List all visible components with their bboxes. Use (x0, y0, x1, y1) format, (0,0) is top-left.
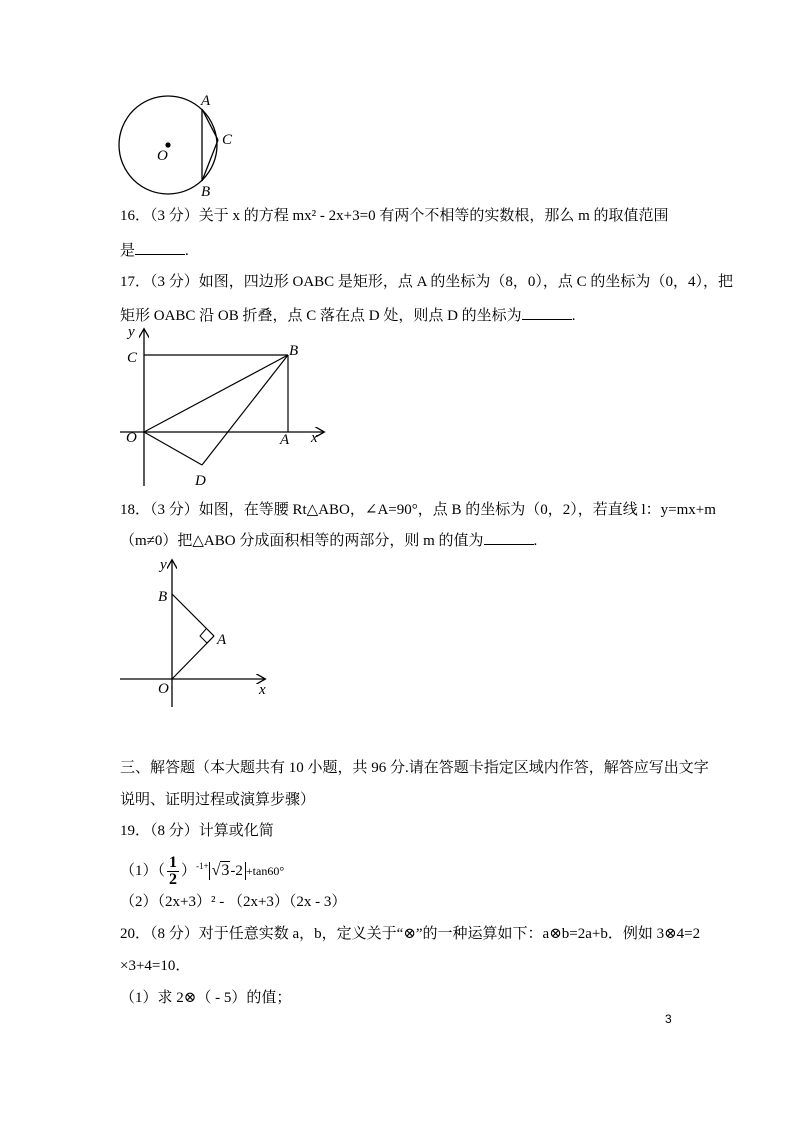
label-b: B (289, 343, 299, 359)
label-y: y (160, 557, 167, 573)
label-y: y (128, 324, 135, 340)
q19-p1-tail: +tan60° (245, 864, 285, 878)
q17-suffix: . (571, 308, 576, 324)
q19-part2: （2）（2x+3）² - （2x+3）（2x - 3） (120, 894, 347, 910)
diagonal-ob (144, 355, 288, 432)
section3-line1: 三、解答题（本大题共有 10 小题，共 96 分.请在答题卡指定区域内作答，解答应写出文字 (120, 760, 709, 776)
label-b: B (201, 184, 211, 198)
section3-line2: 说明、证明过程或演算步骤） (120, 792, 316, 808)
q16-line1: 16．（3 分）关于 x 的方程 mx² - 2x+3=0 有两个不相等的实数根，那么 m 的取值范围 (120, 208, 669, 224)
label-a: A (280, 432, 290, 448)
q19-part1 (120, 848, 680, 889)
q19-p1-close: ） (181, 863, 197, 879)
plus-sign: + (203, 861, 209, 871)
segment-ac (202, 109, 218, 140)
q19-title: 19．（8 分）计算或化简 (120, 823, 274, 839)
radicand: 3 (221, 862, 230, 879)
circle-figure (115, 92, 245, 198)
q20-line2: ×3+4=10． (120, 958, 191, 974)
minus-two: -2 (230, 863, 243, 879)
fraction-denominator: 2 (169, 871, 178, 889)
q16-line2 (120, 240, 680, 261)
triangle-figure (118, 555, 278, 713)
q18-line2 (120, 530, 680, 551)
answer-blank (135, 240, 185, 255)
sqrt-icon: √ (211, 862, 221, 879)
q20-line1: 20．（8 分）对于任意实数 a，b，定义关于“⊗”的一种运算如下：a⊗b=2a+b．例如 3⊗4=2 (120, 926, 701, 942)
answer-blank (484, 530, 534, 545)
absolute-value (209, 862, 246, 880)
q17-line1: 17．（3 分）如图，四边形 OABC 是矩形，点 A 的坐标为（8，0），点 C 的坐标为（0，4），把 (120, 274, 733, 290)
sqrt-expression (212, 862, 231, 880)
label-o: O (157, 148, 168, 164)
q18-prefix: （m≠0）把△ABO 分成面积相等的两部分，则 m 的值为 (120, 533, 484, 549)
q17-prefix: 矩形 OABC 沿 OB 折叠，点 C 落在点 D 处，则点 D 的坐标为 (120, 308, 522, 324)
label-b: B (158, 589, 168, 605)
right-angle-mark (200, 629, 214, 643)
q19-p1-label: （1）（ (120, 863, 166, 879)
label-a: A (201, 93, 211, 109)
fraction-numerator: 1 (169, 854, 178, 872)
segment-od (144, 432, 202, 465)
label-x: x (259, 682, 266, 698)
segment-cb (202, 140, 218, 181)
label-d: D (195, 473, 206, 489)
side-ba (172, 594, 214, 636)
segment-db (202, 355, 288, 465)
label-c: C (127, 350, 138, 366)
label-x: x (311, 430, 318, 446)
label-a: A (217, 632, 227, 648)
q16-prefix: 是 (120, 243, 136, 259)
label-o: O (126, 430, 137, 446)
center-dot (165, 142, 170, 147)
exponent: -1 (196, 861, 204, 871)
label-c: C (222, 132, 233, 148)
rectangle-fold-figure (118, 322, 338, 490)
answer-blank (522, 305, 572, 320)
q16-suffix: . (185, 243, 189, 259)
fraction-one-half (167, 855, 179, 888)
q18-line1: 18．（3 分）如图，在等腰 Rt△ABO，∠A=90°，点 B 的坐标为（0，2），若直线 l：y=mx+m (120, 502, 716, 518)
q20-part1: （1）求 2⊗（ - 5）的值； (120, 990, 292, 1006)
q18-suffix: . (533, 533, 538, 549)
label-o: O (158, 681, 169, 697)
page-number: 3 (665, 1012, 672, 1026)
